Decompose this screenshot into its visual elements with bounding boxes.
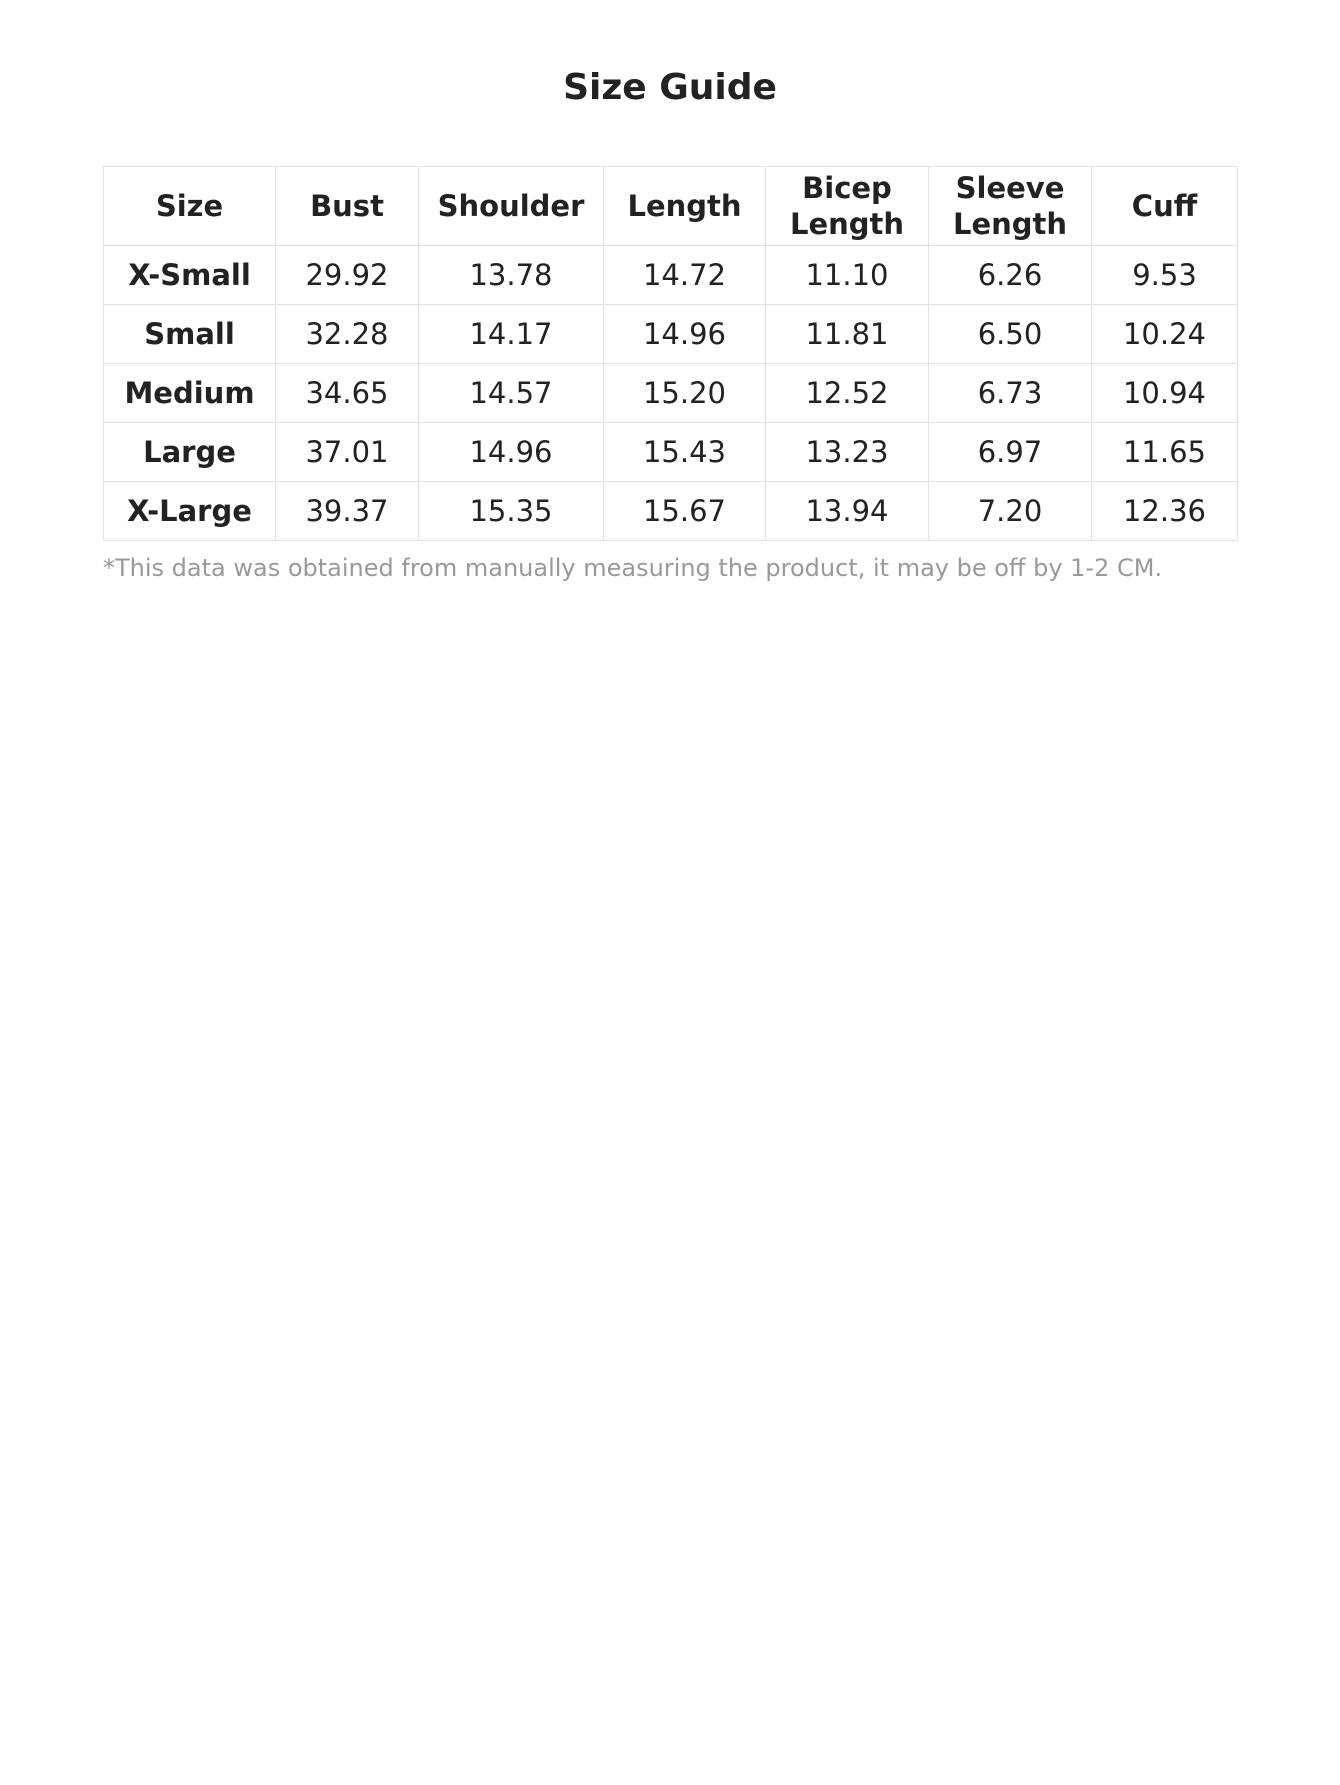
size-label: X-Large — [104, 482, 276, 541]
column-header-bicep-length: Bicep Length — [766, 167, 929, 246]
shoulder-value: 14.57 — [419, 364, 604, 423]
size-guide-table — [103, 166, 1238, 541]
length-value: 15.43 — [604, 423, 766, 482]
size-label: Large — [104, 423, 276, 482]
size-label: Medium — [104, 364, 276, 423]
sleeve-length-value: 6.50 — [929, 305, 1092, 364]
bicep-length-value: 13.23 — [766, 423, 929, 482]
table-row — [104, 364, 1238, 423]
bust-value: 29.92 — [276, 246, 419, 305]
length-value: 15.67 — [604, 482, 766, 541]
bicep-length-value: 13.94 — [766, 482, 929, 541]
column-header-length: Length — [604, 167, 766, 246]
cuff-value: 12.36 — [1092, 482, 1238, 541]
length-value: 14.72 — [604, 246, 766, 305]
column-header-sleeve-length: Sleeve Length — [929, 167, 1092, 246]
shoulder-value: 14.96 — [419, 423, 604, 482]
sleeve-length-value: 6.26 — [929, 246, 1092, 305]
cuff-value: 10.24 — [1092, 305, 1238, 364]
column-header-bust: Bust — [276, 167, 419, 246]
table-row — [104, 482, 1238, 541]
bicep-length-value: 11.81 — [766, 305, 929, 364]
bicep-length-value: 12.52 — [766, 364, 929, 423]
sleeve-length-value: 6.97 — [929, 423, 1092, 482]
table-row — [104, 246, 1238, 305]
shoulder-value: 15.35 — [419, 482, 604, 541]
bust-value: 32.28 — [276, 305, 419, 364]
bust-value: 39.37 — [276, 482, 419, 541]
bicep-length-value: 11.10 — [766, 246, 929, 305]
size-label: X-Small — [104, 246, 276, 305]
page-title: Size Guide — [563, 67, 777, 108]
table-row — [104, 423, 1238, 482]
table-header-row — [104, 167, 1238, 246]
column-header-cuff: Cuff — [1092, 167, 1238, 246]
bust-value: 34.65 — [276, 364, 419, 423]
column-header-size: Size — [104, 167, 276, 246]
shoulder-value: 13.78 — [419, 246, 604, 305]
measurement-disclaimer: *This data was obtained from manually measuring the product, it may be off by 1-2 CM. — [103, 554, 1163, 582]
column-header-shoulder: Shoulder — [419, 167, 604, 246]
shoulder-value: 14.17 — [419, 305, 604, 364]
sleeve-length-value: 6.73 — [929, 364, 1092, 423]
length-value: 15.20 — [604, 364, 766, 423]
size-label: Small — [104, 305, 276, 364]
cuff-value: 9.53 — [1092, 246, 1238, 305]
sleeve-length-value: 7.20 — [929, 482, 1092, 541]
bust-value: 37.01 — [276, 423, 419, 482]
cuff-value: 10.94 — [1092, 364, 1238, 423]
length-value: 14.96 — [604, 305, 766, 364]
table-row — [104, 305, 1238, 364]
cuff-value: 11.65 — [1092, 423, 1238, 482]
